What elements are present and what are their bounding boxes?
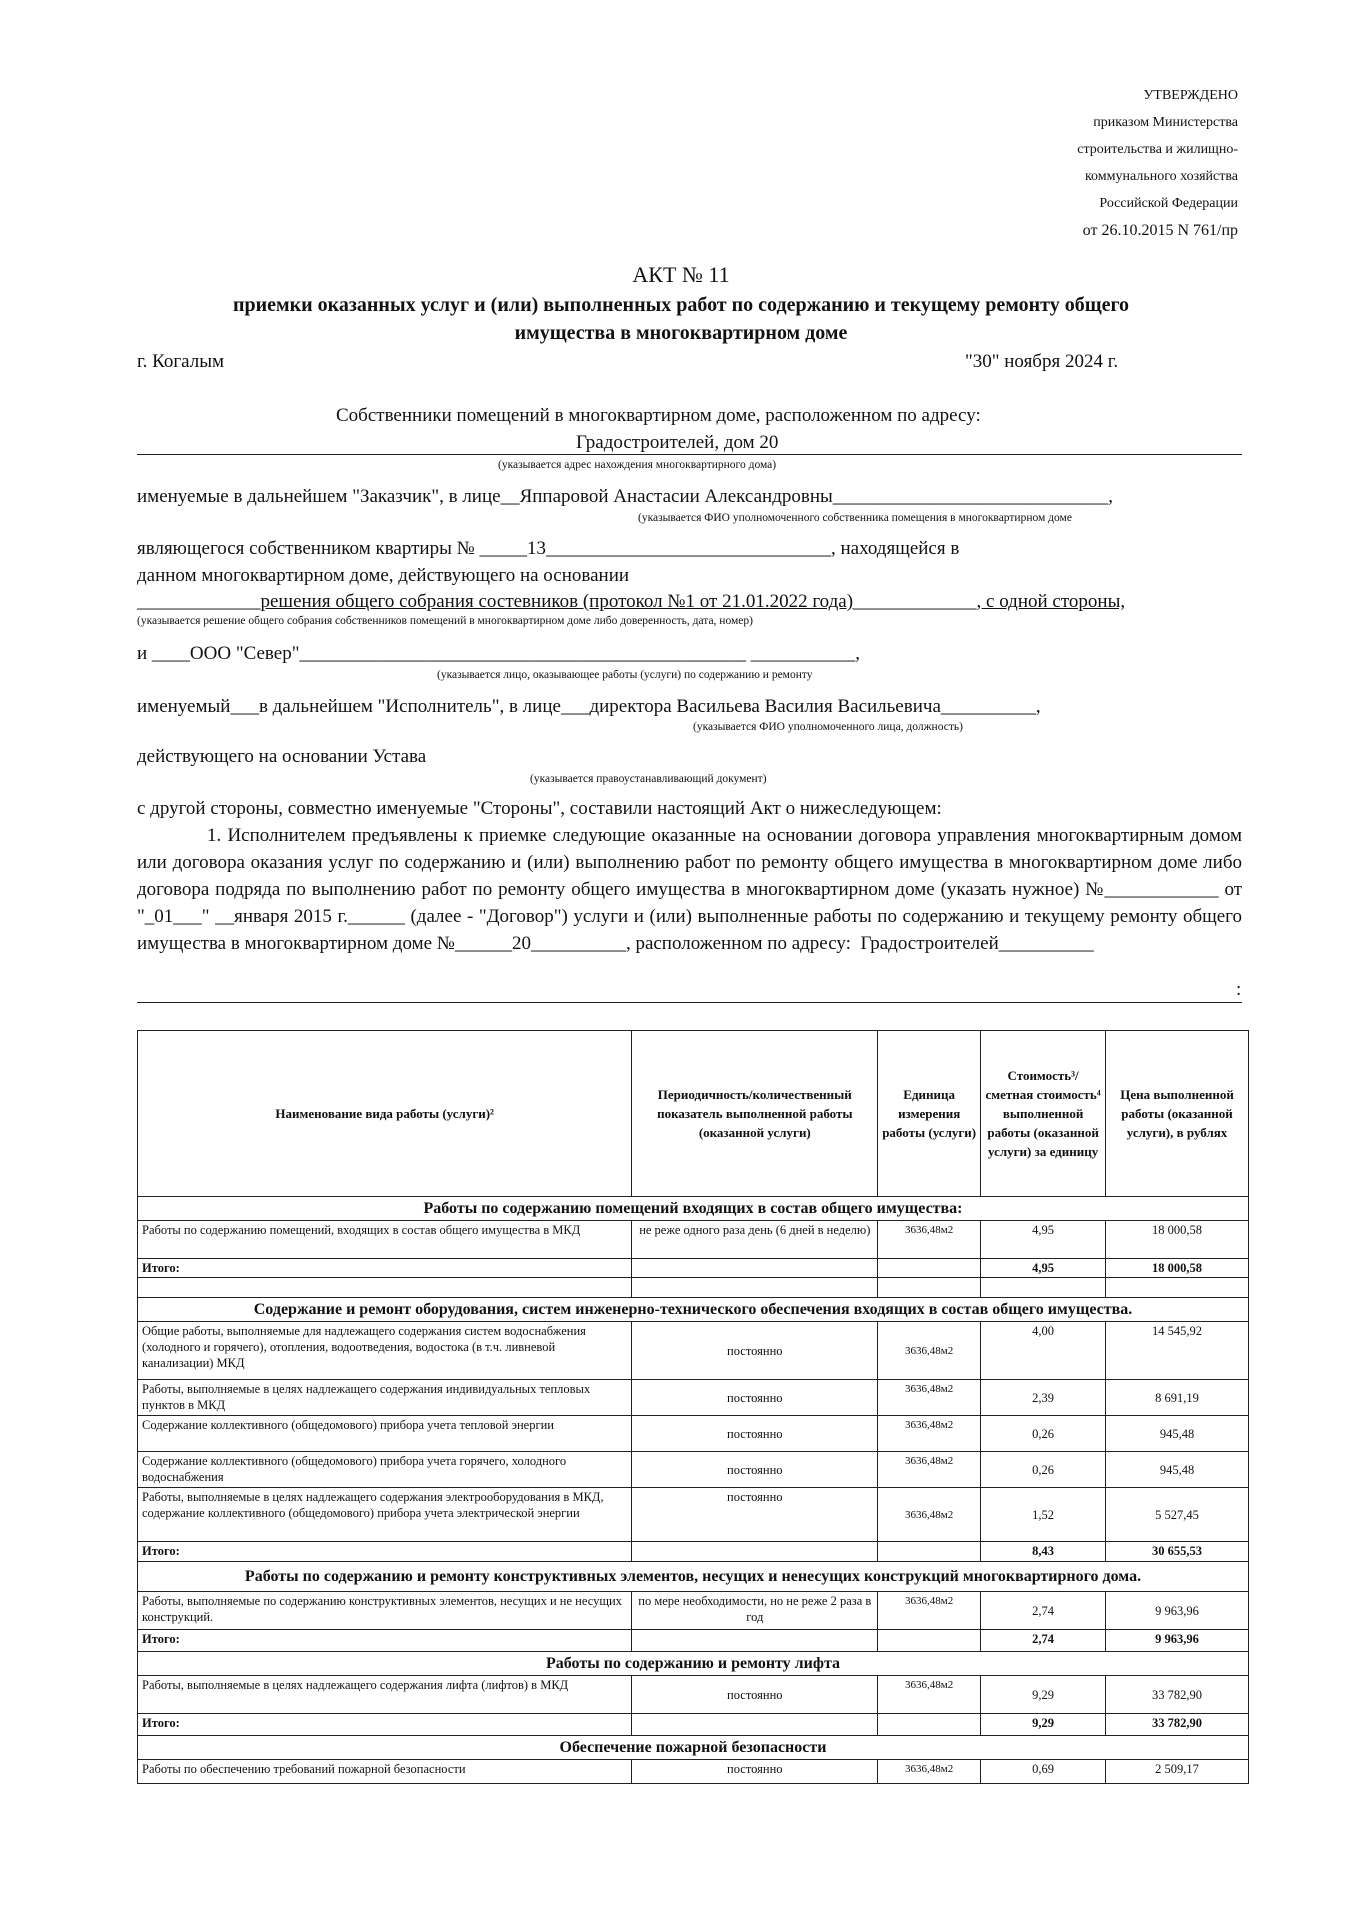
- paragraph-1-text-c: , расположенном по адресу:: [625, 933, 851, 954]
- other-side-line: с другой стороны, совместно именуемые "Стороны", составили настоящий Акт о нижеследующем:: [137, 798, 942, 819]
- empty-row: [138, 1278, 1249, 1298]
- basis-value: решения общего собрания состевников (протокол №1 от 21.01.2022 года): [260, 591, 854, 612]
- customer-note: (указывается ФИО уполномоченного собственника помещения в многоквартирном доме: [638, 512, 1072, 524]
- contractor-note: (указывается лицо, оказывающее работы (услуги) по содержанию и ремонту: [437, 669, 813, 681]
- address-end-rule: [137, 1002, 1242, 1003]
- colon: :: [1236, 979, 1242, 1000]
- section-row: Содержание и ремонт оборудования, систем инженерно-технического обеспечения входящих в состав общего имущества.: [138, 1298, 1249, 1322]
- table-row: Работы, выполняемые по содержанию конструктивных элементов, несущих и не несущих конструкций. по мере необходимости, но не реже 2 раза в год 3636,48м2 2,74 9 963,96: [138, 1592, 1249, 1630]
- paragraph-1-text-b: (далее - "Договор") услуги и (или) выполненные работы по содержанию и текущему ремонту общего имущества в многоквартирном доме №: [137, 906, 1242, 954]
- document-title: АКТ № 11: [632, 262, 730, 287]
- basis-suffix: , с одной стороны,: [976, 591, 1126, 612]
- apartment-number: 13: [526, 538, 546, 559]
- approval-line: от 26.10.2015 N 761/пр: [1082, 222, 1238, 239]
- table-row: Работы по обеспечению требований пожарной безопасности постоянно 3636,48м2 0,69 2 509,17: [138, 1760, 1249, 1784]
- section-row: Работы по содержанию и ремонту лифта: [138, 1652, 1249, 1676]
- apartment-prefix: являющегося собственником квартиры №: [137, 538, 475, 559]
- table-row: Содержание коллективного (общедомового) прибора учета горячего, холодного водоснабжения постоянно 3636,48м2 0,26 945,48: [138, 1452, 1249, 1488]
- contract-date-prefix: от ": [137, 879, 1243, 927]
- total-row: Итого: 2,74 9 963,96: [138, 1630, 1249, 1652]
- table-row: Работы по содержанию помещений, входящих в состав общего имущества в МКД не реже одного раза день (6 дней в неделю) 3636,48м2 4,95 18 000,58: [138, 1221, 1249, 1259]
- address-note: (указывается адрес нахождения многоквартирного дома): [498, 459, 777, 471]
- acting-note: (указывается правоустанавливающий документ): [530, 773, 767, 785]
- total-row: Итого: 8,43 30 655,53: [138, 1542, 1249, 1562]
- table-row: Работы, выполняемые в целях надлежащего содержания электрооборудования в МКД, содержание коллективного (общедомового) прибора учета электрической энергии постоянно 3636,48м2 1,52 5 527,45: [138, 1488, 1249, 1542]
- city: г. Когалым: [137, 351, 225, 372]
- subtitle-line: имущества в многоквартирном доме: [514, 322, 848, 344]
- table-row: Работы, выполняемые в целях надлежащего содержания лифта (лифтов) в МКД постоянно 3636,48м2 9,29 33 782,90: [138, 1676, 1249, 1714]
- approval-block: [978, 82, 1238, 244]
- executor-name: директора Васильева Василия Васильевича: [589, 696, 941, 717]
- header-work-name: Наименование вида работы (услуги)²: [138, 1031, 632, 1197]
- customer-line: именуемые в дальнейшем "Заказчик", в лице__Яппаровой Анастасии Александровны_____________________________,: [137, 486, 1114, 507]
- owners-line: Собственники помещений в многоквартирном доме, расположенном по адресу:: [336, 405, 981, 426]
- customer-prefix: именуемые в дальнейшем "Заказчик", в лице: [137, 486, 501, 507]
- executor-line: именуемый___в дальнейшем "Исполнитель", в лице___директора Васильева Василия Васильевича__________,: [137, 696, 1041, 717]
- acting-line: действующего на основании Устава: [137, 746, 427, 767]
- basis-note: (указывается решение общего собрания собственников помещений в многоквартирном доме либо доверенность, дата, номер): [137, 615, 753, 627]
- executor-mid: в дальнейшем "Исполнитель", в лице: [258, 696, 561, 717]
- table-row: Работы, выполняемые в целях надлежащего содержания индивидуальных тепловых пунктов в МКД постоянно 3636,48м2 2,39 8 691,19: [138, 1380, 1249, 1416]
- contractor-line: и ____ООО "Север"_______________________________________________ ___________,: [137, 643, 860, 664]
- approval-line: Российской Федерации: [1099, 196, 1238, 211]
- approval-line: УТВЕРЖДЕНО: [1143, 88, 1238, 103]
- street: Градостроителей: [860, 933, 999, 954]
- header-unit: Единица измерения работы (услуги): [878, 1031, 981, 1197]
- and-prefix: и: [137, 643, 148, 664]
- apartment-suffix: , находящейся в: [830, 538, 960, 559]
- basis-line: данном многоквартирном доме, действующего на основании: [137, 565, 630, 586]
- paragraph-1-text: 1. Исполнителем предъявлены к приемке следующие оказанные на основании договора управления многоквартирным домом или договора оказания услуг по содержанию и (или) выполнению работ по ремонту общего имущества в многоквартирном доме либо договора подряда по выполнению работ по ремонту общего имущества в многоквартирном доме (указать нужное) №: [137, 825, 1242, 900]
- section-row: Обеспечение пожарной безопасности: [138, 1736, 1249, 1760]
- subtitle-line: приемки оказанных услуг и (или) выполненных работ по содержанию и текущему ремонту общего: [232, 294, 1130, 316]
- contract-month: января 2015 г.: [234, 906, 348, 927]
- works-table: [137, 1030, 1249, 1784]
- total-row: Итого: 9,29 33 782,90: [138, 1714, 1249, 1736]
- header-unit-cost: Стоимость³/сметная стоимость⁴ выполненной работы (оказанной услуги) за единицу: [981, 1031, 1106, 1197]
- section-row: Работы по содержанию и ремонту конструктивных элементов, несущих и ненесущих конструкций многоквартирного дома.: [138, 1562, 1249, 1592]
- basis-value-line: _____________решения общего собрания состевников (протокол №1 от 21.01.2022 года)_____________, с одной стороны,: [137, 591, 1126, 612]
- paragraph-1: 1. Исполнителем предъявлены к приемке следующие оказанные на основании договора управления многоквартирным домом или договора оказания услуг по содержанию и (или) выполнению работ по ремонту общего имущества в многоквартирном доме либо договора подряда по выполнению работ по ремонту общего имущества в многоквартирном доме (указать нужное) №____________ от "_01___" __января 2015 г.______ (далее - "Договор") услуги и (или) выполненные работы по содержанию и текущему ремонту общего имущества в многоквартирном доме №______20__________, расположенном по адресу: Градостроителей__________: [137, 825, 1243, 954]
- house-number: 20: [511, 933, 531, 954]
- approval-line: приказом Министерства: [1093, 115, 1238, 130]
- total-row: Итого: 4,95 18 000,58: [138, 1259, 1249, 1278]
- section-row: Работы по содержанию помещений входящих в состав общего имущества:: [138, 1197, 1249, 1221]
- document-date: "30" ноября 2024 г.: [965, 351, 1119, 372]
- table-header-row: [138, 1031, 1249, 1197]
- contractor-name: ООО "Север": [189, 643, 300, 664]
- header-period: Периодичность/количественный показатель выполненной работы (оказанной услуги): [632, 1031, 878, 1197]
- header-price: Цена выполненной работы (оказанной услуги), в рублях: [1106, 1031, 1249, 1197]
- table-row: Содержание коллективного (общедомового) прибора учета тепловой энергии постоянно 3636,48м2 0,26 945,48: [138, 1416, 1249, 1452]
- house-address: Градостроителей, дом 20: [576, 432, 779, 453]
- executor-note: (указывается ФИО уполномоченного лица, должность): [693, 721, 963, 733]
- customer-name: Яппаровой Анастасии Александровны: [519, 486, 833, 507]
- table-row: Общие работы, выполняемые для надлежащего содержания систем водоснабжения (холодного и горячего), отопления, водоотведения, водостока (в т.ч. ливневой канализации) МКД постоянно 3636,48м2 4,00 14 545,92: [138, 1322, 1249, 1380]
- executor-prefix: именуемый: [137, 696, 231, 717]
- address-rule: [137, 454, 1242, 455]
- approval-line: строительства и жилищно-: [1077, 142, 1238, 157]
- approval-line: коммунального хозяйства: [1084, 169, 1238, 184]
- document-subtitle: [0, 291, 1362, 347]
- contract-day: 01: [154, 906, 174, 927]
- apartment-line: являющегося собственником квартиры № _____13______________________________, находящейся в: [137, 538, 960, 559]
